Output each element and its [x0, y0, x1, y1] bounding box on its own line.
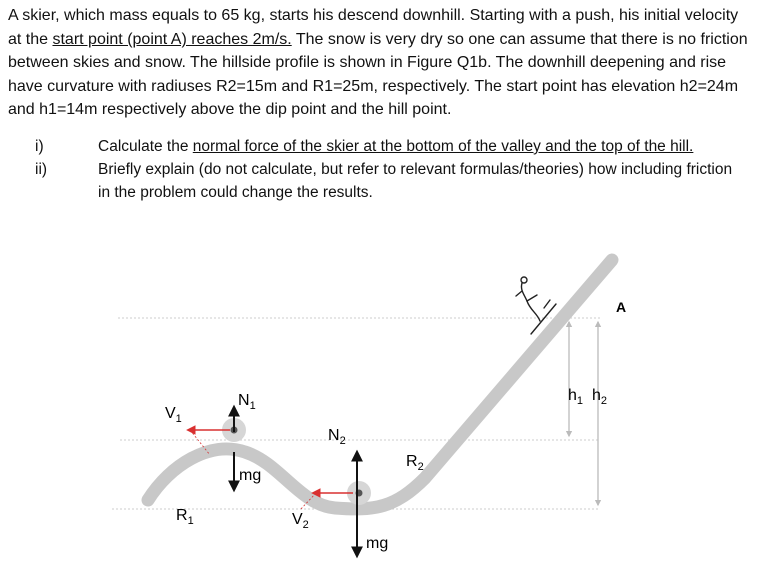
mg-hill-label: mg	[239, 467, 262, 484]
question-text: Briefly explain (do not calculate, but refer to relevant formulas/theories) how including friction in the problem could change the results.	[98, 161, 733, 201]
v2-label: $V_2$	[292, 511, 309, 531]
n1-label: $N_1$	[238, 392, 256, 412]
r2-label: $R_2$	[406, 453, 424, 473]
question-number: i)	[35, 138, 44, 155]
underlined-phrase: start point (point A) reaches 2m/s.	[52, 30, 292, 48]
h2-label: $h_2$	[592, 387, 608, 407]
v1-label: $V_1$	[165, 405, 182, 425]
mg-valley-label: mg	[366, 535, 389, 552]
problem-paragraph: A skier, which mass equals to 65 kg, starts his descend downhill. Starting with a push, his initial velocity at the start point (point A) reaches 2m/s. The snow is very dry so one can assume that there is no friction between skies and snow. The hillside profile is shown in Figure Q1b. The downhill deepening and rise have curvature with radiuses R2=15m and R1=25m, respectively. The start point has elevation h2=24m and h1=14m respectively above the dip point and the hill point.	[8, 7, 748, 118]
point-a-label: A	[616, 299, 627, 315]
h1-label: $h_1$	[568, 387, 584, 407]
r1-label: $R_1$	[176, 507, 194, 527]
question-number: ii)	[35, 161, 48, 178]
question-text: Calculate the normal force of the skier at the bottom of the valley and the top of the hill.	[98, 138, 694, 155]
slope-profile	[148, 260, 612, 509]
n2-label: $N_2$	[328, 427, 346, 447]
